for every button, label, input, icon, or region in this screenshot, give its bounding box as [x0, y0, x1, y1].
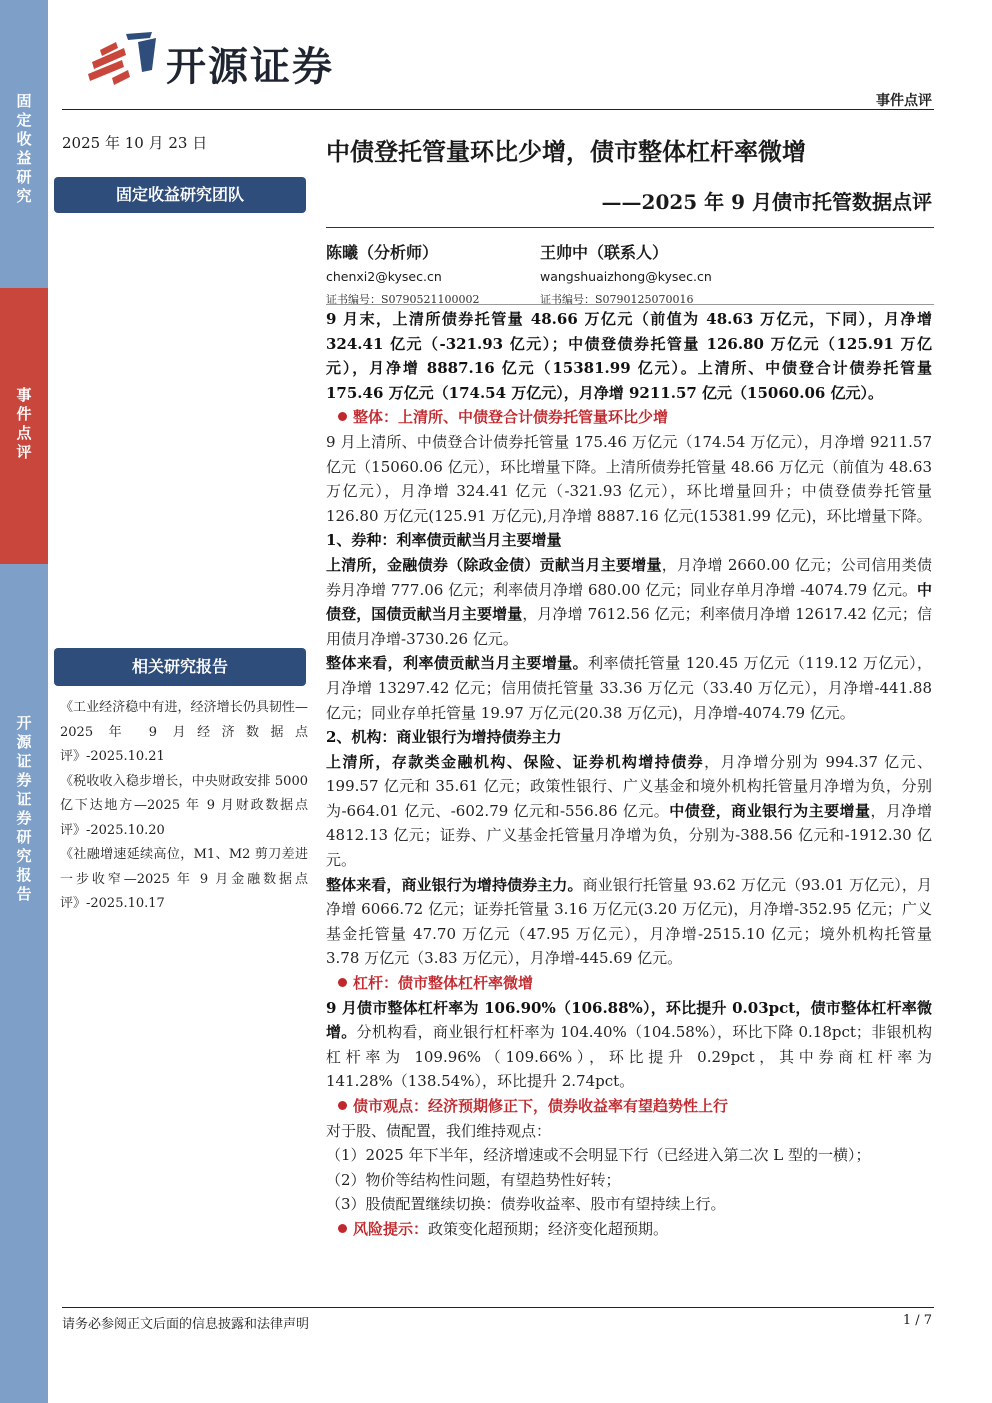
page-number: 1 / 7 — [902, 1313, 932, 1328]
left-sidebar — [0, 0, 48, 1403]
author-divider — [326, 304, 934, 305]
bullet-icon — [338, 1224, 347, 1233]
bullet-icon — [338, 412, 347, 421]
sidebar-doc-type — [0, 288, 48, 564]
section-heading: 杠杆：债市整体杠杆率微增 — [326, 971, 932, 996]
subheading: 2、机构：商业银行为增持债券主力 — [326, 728, 562, 747]
subheading: 1、券种：利率债贡献当月主要增量 — [326, 531, 562, 550]
paragraph: 上清所，金融债券（除政金债）贡献当月主要增量，月净增 2660.00 亿元；公司信用类债券月净增 777.06 亿元；利率债月净增 680.00 亿元；同业存单月净增 -4074.79 亿元。中债登，国债贡献当月主要增量，月净增 7612.56 亿元；利率债月净增 12617.42 亿元；信用债月净增-3730.26 亿元。 — [326, 555, 932, 648]
related-reports-heading: 相关研究报告 — [54, 648, 306, 686]
bullet-icon — [338, 1101, 347, 1110]
risk-warning: 风险提示：政策变化超预期；经济变化超预期。 — [326, 1217, 932, 1242]
paragraph: 9 月上清所、中债登合计债券托管量 175.46 万亿元（174.54 万亿元），月净增 9211.57 亿元（15060.06 亿元），环比增量下降。上清所债券托管量 48.66 万亿元（前值为 48.63 万亿元），月净增 324.41 亿元（-321.93 亿元），环比增量回升；中债登债券托管量 126.80 万亿元(125.91 万亿元),月净增 8887.16 亿元(15381.99 亿元)，环比增量下降。 — [326, 432, 932, 525]
list-item: （3）股债配置继续切换：债券收益率、股市有望持续上行。 — [326, 1195, 726, 1214]
author-name: 陈曦（分析师） — [326, 243, 439, 262]
author-card — [326, 240, 480, 307]
doc-type-label: 事件点评 — [876, 93, 932, 109]
sidebar-doc-type-label: 事件点评 — [16, 386, 32, 461]
sidebar-category-label: 固定收益研究 — [16, 92, 32, 205]
header-divider — [62, 109, 934, 110]
paragraph: 整体来看，利率债贡献当月主要增量。利率债托管量 120.45 万亿元（119.12 万亿元），月净增 13297.42 亿元；信用债托管量 33.36 万亿元（33.40 万亿元），月净增-441.88 亿元；同业存单托管量 19.97 万亿元(20.38 万亿元)，月净增-4074.79 亿元。 — [326, 654, 932, 722]
summary-paragraph: 9 月末，上清所债券托管量 48.66 万亿元（前值为 48.63 万亿元，下同），月净增 324.41 亿元（-321.93 亿元）；中债登债券托管量 126.80 万亿元（125.91 万亿元），月净增 8887.16 亿元（15381.99 亿元）。上清所、中债登合计债券托管量 175.46 万亿元（174.54 万亿元），月净增 9211.57 亿元（15060.06 亿元）。 — [326, 310, 932, 402]
team-label: 固定收益研究团队 — [54, 177, 306, 213]
brand-name: 开源证券 — [166, 44, 334, 90]
author-card — [540, 240, 712, 307]
paragraph: 9 月债市整体杠杆率为 106.90%（106.88%），环比提升 0.03pct，债市整体杠杆率微增。分机构看，商业银行杠杆率为 104.40%（104.58%），环比下降 0.18pct；非银机构杠杆率为 109.96%（109.66%），环比提升 0.29pct，其中券商杠杆率为 141.28%（138.54%），环比提升 2.74pct。 — [326, 998, 932, 1091]
report-body — [326, 307, 932, 1242]
related-reports-list — [60, 696, 308, 917]
author-name: 王帅中（联系人） — [540, 243, 669, 262]
related-report-item[interactable]: 《税收收入稳步增长，中央财政安排 5000 亿下达地方—2025 年 9 月财政数据点评》-2025.10.20 — [60, 773, 308, 838]
section-heading: 债市观点：经济预期修正下，债券收益率有望趋势性上行 — [326, 1094, 932, 1119]
sidebar-brand — [0, 564, 48, 1403]
author-email[interactable]: chenxi2@kysec.cn — [326, 269, 442, 284]
author-cert: 证书编号：S0790125070016 — [540, 293, 694, 306]
section-heading: 整体：上清所、中债登合计债券托管量环比少增 — [326, 405, 932, 430]
related-report-item[interactable]: 《工业经济稳中有进，经济增长仍具韧性—2025 年 9 月经济数据点评》-2025.10.21 — [60, 700, 308, 764]
footer-divider — [62, 1307, 934, 1308]
report-subtitle: ——2025 年 9 月债市托管数据点评 — [601, 190, 932, 214]
bullet-icon — [338, 978, 347, 987]
paragraph: 上清所，存款类金融机构、保险、证券机构增持债券，月净增分别为 994.37 亿元、199.57 亿元和 35.61 亿元；政策性银行、广义基金和境外机构托管量月净增为负，分别为-664.01 亿元、-602.79 亿元和-556.86 亿元。中债登，商业银行为主要增量，月净增 4812.13 亿元；证券、广义基金托管量月净增为负，分别为-388.56 亿元和-1912.30 亿元。 — [326, 752, 932, 870]
author-cert: 证书编号：S0790521100002 — [326, 293, 480, 306]
report-date: 2025 年 10 月 23 日 — [62, 134, 208, 152]
paragraph: 整体来看，商业银行为增持债券主力。商业银行托管量 93.62 万亿元（93.01 万亿元），月净增 6066.72 亿元；证券托管量 3.16 万亿元(3.20 万亿元)，月净增-352.95 亿元；广义基金托管量 47.70 万亿元（47.95 万亿元），月净增-2515.10 亿元；境外机构托管量 3.78 万亿元（3.83 万亿元），月净增-445.69 亿元。 — [326, 875, 932, 968]
related-report-item[interactable]: 《社融增速延续高位，M1、M2 剪刀差进一步收窄—2025 年 9 月金融数据点评》-2025.10.17 — [60, 847, 308, 911]
title-divider — [326, 227, 934, 228]
footer-disclaimer[interactable]: 请务必参阅正文后面的信息披露和法律声明 — [62, 1317, 310, 1332]
sidebar-category — [0, 0, 48, 288]
author-email[interactable]: wangshuaizhong@kysec.cn — [540, 269, 712, 284]
list-item: （2）物价等结构性问题，有望趋势性好转； — [326, 1170, 621, 1189]
sidebar-brand-label: 开源证券 证券研究报告 — [16, 714, 32, 903]
list-item: （1）2025 年下半年，经济增速或不会明显下行（已经进入第二次 L 型的一横）； — [326, 1146, 871, 1165]
report-title: 中债登托管量环比少增，债市整体杠杆率微增 — [326, 137, 806, 166]
paragraph: 对于股、债配置，我们维持观点： — [326, 1121, 552, 1140]
